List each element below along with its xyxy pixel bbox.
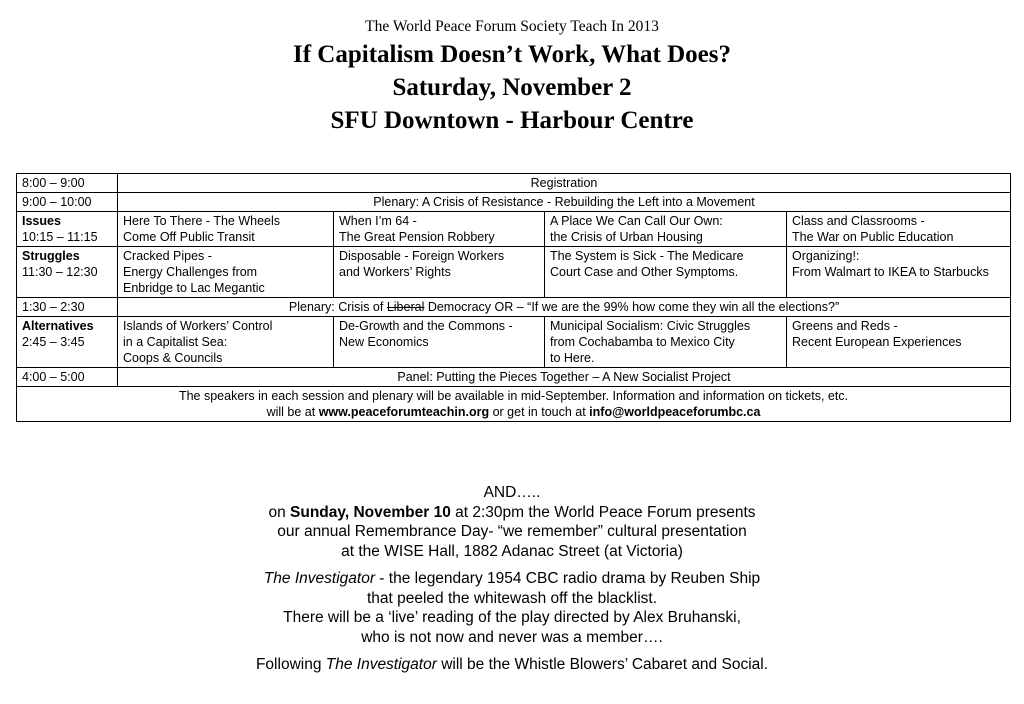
presentation-line-1 (0, 503, 1024, 523)
session-line: from Cochabamba to Mexico City (550, 335, 735, 349)
session-cell (545, 212, 787, 247)
track-time: 11:30 – 12:30 (22, 265, 98, 279)
time-cell: 1:30 – 2:30 (17, 298, 118, 317)
session-line: Organizing!: (792, 249, 860, 263)
session-cell (334, 317, 545, 368)
event-subtitle: The World Peace Forum Society Teach In 2013 (365, 18, 659, 35)
struck-word: Liberal (386, 300, 425, 314)
session-line: The War on Public Education (792, 230, 954, 244)
session-cell (118, 212, 334, 247)
track-heading: Struggles (22, 249, 80, 263)
play-title: The Investigator (263, 570, 375, 587)
plenary-1-cell: Plenary: A Crisis of Resistance - Rebuilding the Left into a Movement (118, 193, 1011, 212)
session-line: Court Case and Other Symptoms. (550, 265, 739, 279)
session-cell (545, 247, 787, 298)
website-link[interactable]: www.peaceforumteachin.org (318, 405, 490, 419)
text: - the legendary 1954 CBC radio drama by Reuben Ship (375, 570, 761, 587)
time-cell: 4:00 – 5:00 (17, 368, 118, 387)
track-cell-issues (17, 212, 118, 247)
session-cell (334, 212, 545, 247)
presentation-line-2: our annual Remembrance Day- “we remember” cultural presentation (277, 523, 747, 540)
event-title: If Capitalism Doesn’t Work, What Does? (293, 41, 731, 68)
session-line: Municipal Socialism: Civic Struggles (550, 319, 751, 333)
track-heading: Alternatives (22, 319, 94, 333)
session-cell (787, 247, 1011, 298)
schedule-row-plenary-2 (17, 298, 1011, 317)
session-line: Islands of Workers’ Control (123, 319, 273, 333)
session-line: Energy Challenges from (123, 265, 258, 279)
session-line: and Workers’ Rights (339, 265, 451, 279)
session-line: Come Off Public Transit (123, 230, 255, 244)
panel-cell: Panel: Putting the Pieces Together – A New Socialist Project (118, 368, 1011, 387)
session-line: The System is Sick - The Medicare (550, 249, 744, 263)
session-line: The Great Pension Robbery (339, 230, 495, 244)
investigator-line-4: who is not now and never was a member…. (361, 628, 663, 646)
session-line: Class and Classrooms - (792, 214, 925, 228)
session-line: New Economics (339, 335, 429, 349)
session-line: Recent European Experiences (792, 335, 962, 349)
session-line: in a Capitalist Sea: (123, 335, 228, 349)
info-note-cell (17, 387, 1011, 422)
schedule-row-issues (17, 212, 1011, 247)
text: on (268, 503, 291, 521)
note-text: or get in touch at (489, 405, 590, 419)
schedule-row-plenary-1 (17, 193, 1011, 212)
schedule-row-note (17, 387, 1011, 422)
track-heading: Issues (22, 214, 61, 228)
session-line: Enbridge to Lac Megantic (123, 281, 265, 295)
schedule-row-registration (17, 174, 1011, 193)
time-cell: 8:00 – 9:00 (17, 174, 118, 193)
schedule-row-alternatives (17, 317, 1011, 368)
schedule-row-struggles (17, 247, 1011, 298)
cabaret-line (0, 655, 1024, 675)
sunday-date: Sunday, November 10 (290, 503, 451, 521)
session-line: Disposable - Foreign Workers (339, 249, 505, 263)
remembrance-day-section (0, 483, 1024, 675)
text: Following (255, 656, 326, 673)
time-cell: 9:00 – 10:00 (17, 193, 118, 212)
note-text: will be at (266, 405, 319, 419)
session-cell (787, 317, 1011, 368)
session-cell (118, 317, 334, 368)
info-note-line-1: The speakers in each session and plenary will be available in mid-September. Information and information on tickets, etc. (178, 389, 849, 403)
track-cell-alternatives (17, 317, 118, 368)
session-line: to Here. (550, 351, 595, 365)
session-cell (118, 247, 334, 298)
plenary-2-text-after: Democracy OR – “If we are the 99% how come they win all the elections?” (424, 300, 840, 314)
play-title: The Investigator (325, 656, 437, 673)
registration-cell: Registration (118, 174, 1011, 193)
track-cell-struggles (17, 247, 118, 298)
session-line: Here To There - The Wheels (123, 214, 281, 228)
and-line: AND….. (483, 484, 541, 501)
schedule-row-panel (17, 368, 1011, 387)
event-venue: SFU Downtown - Harbour Centre (330, 107, 694, 134)
text: will be the Whistle Blowers’ Cabaret and Social. (436, 656, 769, 673)
session-line: the Crisis of Urban Housing (550, 230, 703, 244)
session-cell (545, 317, 787, 368)
session-line: Coops & Councils (123, 351, 223, 365)
session-cell (334, 247, 545, 298)
plenary-2-text-before: Plenary: Crisis of (288, 300, 387, 314)
track-time: 2:45 – 3:45 (22, 335, 85, 349)
session-cell (787, 212, 1011, 247)
session-line: From Walmart to IKEA to Starbucks (792, 265, 989, 279)
text: at 2:30pm the World Peace Forum presents (450, 503, 756, 521)
session-line: Cracked Pipes - (123, 249, 212, 263)
plenary-2-cell (118, 298, 1011, 317)
email-link[interactable]: info@worldpeaceforumbc.ca (589, 405, 761, 419)
investigator-line-2: that peeled the whitewash off the blacklist. (366, 589, 658, 607)
session-line: De-Growth and the Commons - (339, 319, 513, 333)
presentation-line-3: at the WISE Hall, 1882 Adanac Street (at Victoria) (341, 542, 683, 560)
session-line: When I’m 64 - (339, 214, 417, 228)
event-date: Saturday, November 2 (392, 74, 632, 101)
schedule-table (16, 173, 1011, 422)
investigator-line-1 (0, 569, 1024, 589)
info-note-line-2 (22, 404, 1005, 420)
investigator-line-3: There will be a ‘live’ reading of the play directed by Alex Bruhanski, (283, 609, 741, 626)
event-header (0, 16, 1024, 137)
session-line: A Place We Can Call Our Own: (550, 214, 723, 228)
track-time: 10:15 – 11:15 (22, 230, 98, 244)
session-line: Greens and Reds - (792, 319, 898, 333)
